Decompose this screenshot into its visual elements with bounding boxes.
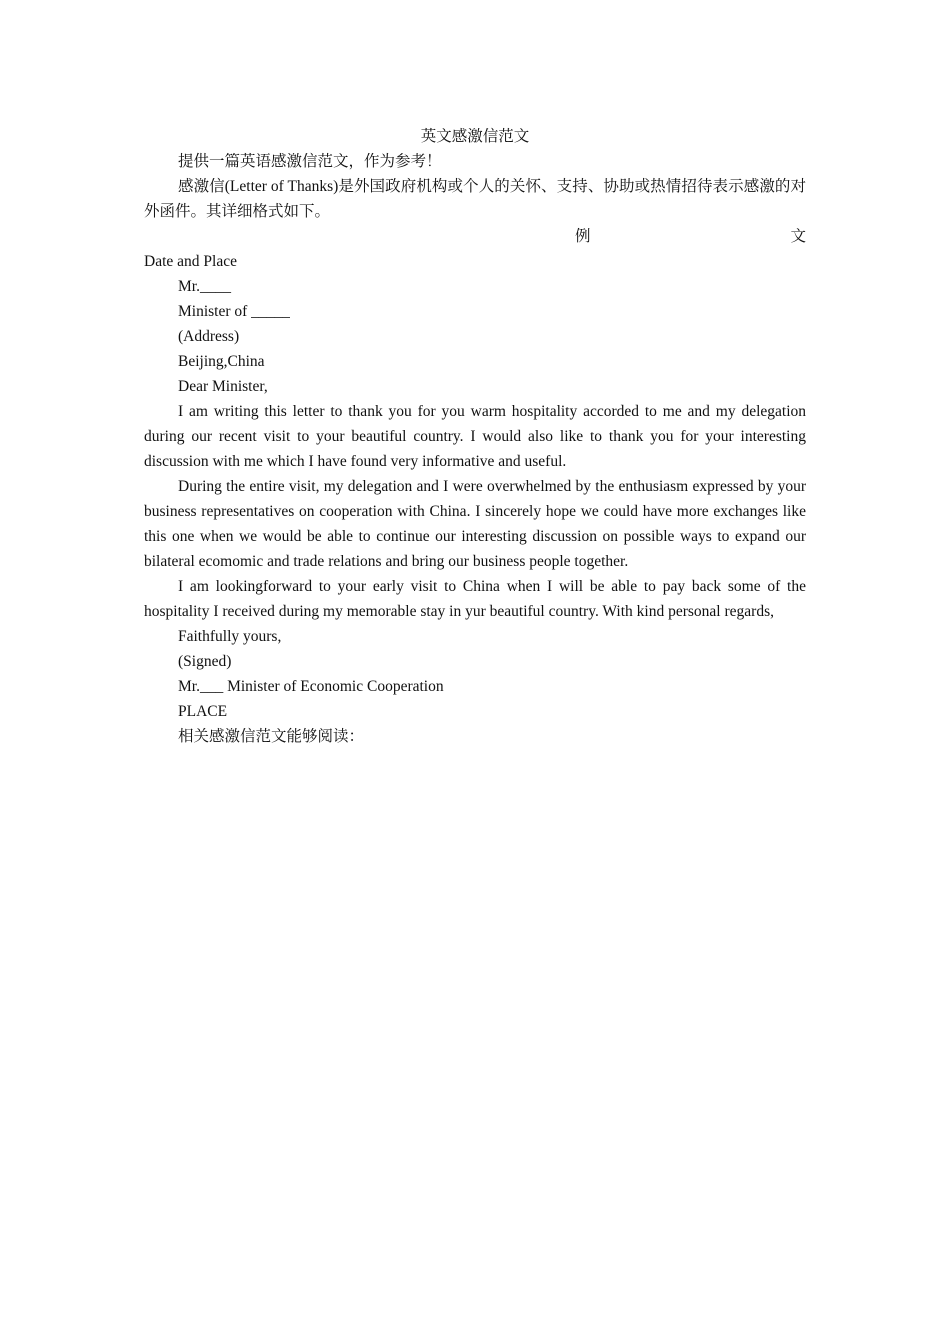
date-place-line: Date and Place xyxy=(144,253,237,270)
body-paragraph-2: During the entire visit, my delegation and I were overwhelmed by the enthusiasm expressed by your business representatives on cooperation with China. I sincerely hope we could have more exchanges like this one when we would be able to continue our interesting discussion on possible ways to expand our bilateral ecomomic and trade relations and bring our business people together. xyxy=(144,478,806,570)
body-paragraph-1: I am writing this letter to thank you for you warm hospitality accorded to me and my delegation during our recent visit to your beautiful country. I would also like to thank you for your interesting discussion with me which I have found very informative and useful. xyxy=(144,403,806,470)
definition-paragraph: 感激信(Letter of Thanks)是外国政府机构或个人的关怀、支持、协助或热情招待表示感激的对外函件。其详细格式如下。 xyxy=(144,178,806,220)
address-line: (Address) xyxy=(178,328,240,345)
signed-line: (Signed) xyxy=(178,653,232,670)
body-paragraph-3: I am lookingforward to your early visit to China when I will be able to pay back some of the hospitality I received during my memorable stay in yur beautiful country. With kind personal regards, xyxy=(144,578,806,620)
document-page xyxy=(144,124,806,749)
signer-line: Mr.___ Minister of Economic Cooperation xyxy=(178,678,444,695)
example-heading xyxy=(144,224,806,249)
recipient-line: Mr.____ xyxy=(178,278,231,295)
related-line: 相关感激信范文能够阅读： xyxy=(178,728,365,745)
place-line: PLACE xyxy=(178,703,228,720)
example-char-2: 文 xyxy=(790,228,806,245)
example-char-1: 例 xyxy=(575,228,591,245)
city-line: Beijing,China xyxy=(178,353,265,370)
closing-line: Faithfully yours, xyxy=(178,628,282,645)
salutation-line: Dear Minister, xyxy=(178,378,268,395)
document-title: 英文感激信范文 xyxy=(420,128,530,145)
intro-paragraph: 提供一篇英语感激信范文，作为参考！ xyxy=(178,153,442,170)
minister-line: Minister of _____ xyxy=(178,303,290,320)
